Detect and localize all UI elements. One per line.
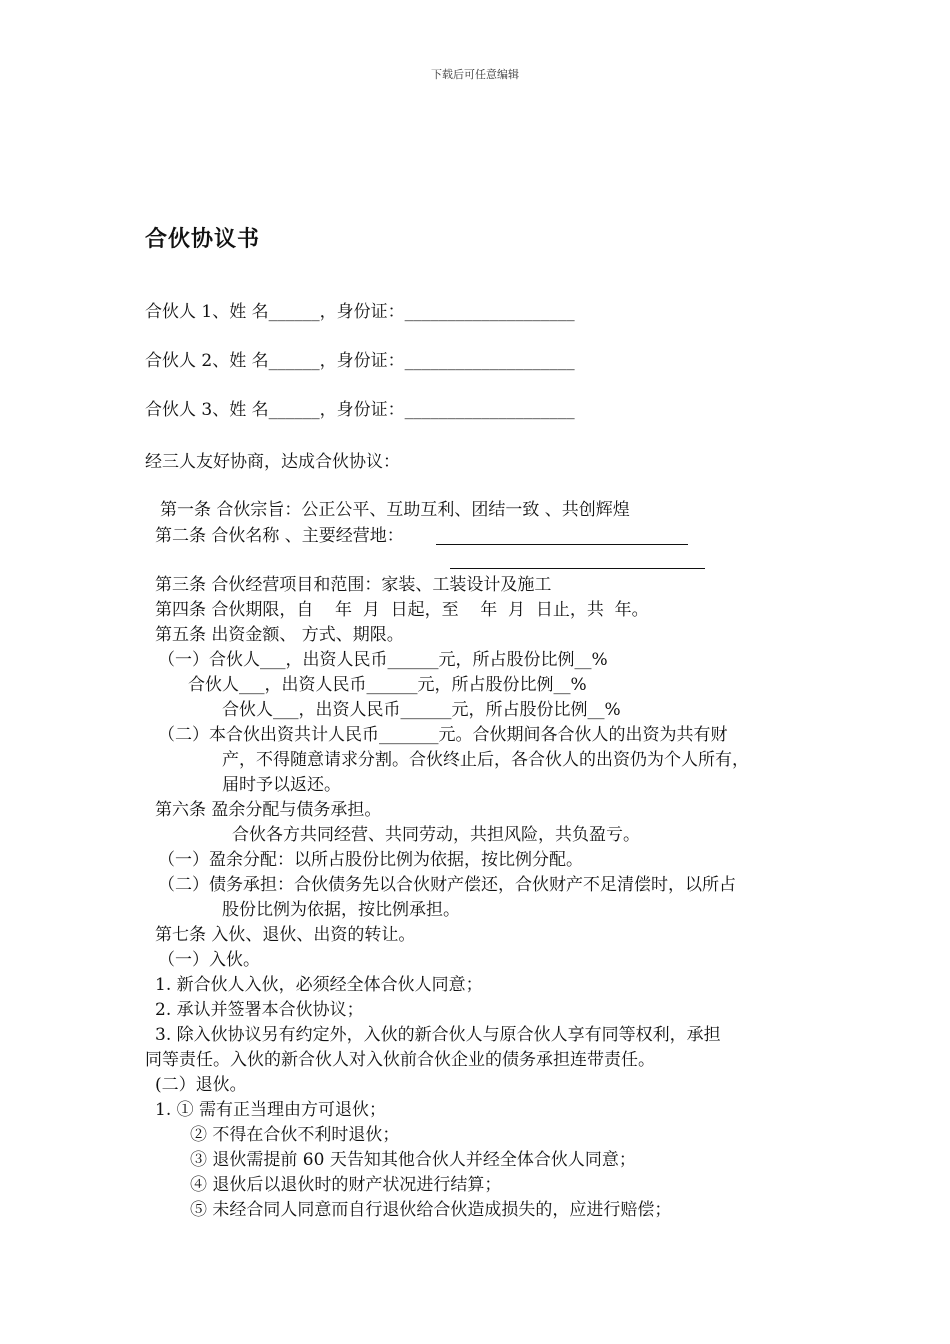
address-blank-2: [450, 546, 705, 569]
article-6: 第六条 盈余分配与债务承担。: [155, 800, 382, 820]
joining-heading: （一）入伙。: [158, 950, 260, 970]
article-4: 第四条 合伙期限，自 年 月 日起，至 年 月 日止，共 年。: [155, 600, 649, 620]
joining-item-2: 2. 承认并签署本合伙协议；: [155, 1000, 364, 1020]
withdrawal-item-2: ② 不得在合伙不利时退伙；: [190, 1125, 400, 1145]
partner-line-2: 合伙人 2、姓 名______，身份证：____________________: [145, 351, 575, 371]
article-6-desc: 合伙各方共同经营、共同劳动，共担风险，共负盈亏。: [232, 825, 640, 845]
article-7: 第七条 入伙、退伙、出资的转让。: [155, 925, 416, 945]
article-1: 第一条 合伙宗旨：公正公平、互助互利、团结一致 、共创辉煌: [160, 500, 630, 520]
withdrawal-item-5: ⑤ 未经合同人同意而自行退伙给合伙造成损失的，应进行赔偿；: [190, 1200, 672, 1220]
document-title: 合伙协议书: [145, 227, 261, 252]
contribution-total-3: 届时予以返还。: [222, 775, 341, 795]
withdrawal-heading: (二）退伙。: [155, 1075, 247, 1095]
profit-distribution: （一）盈余分配：以所占股份比例为依据，按比例分配。: [158, 850, 583, 870]
withdrawal-item-3: ③ 退伙需提前 60 天告知其他合伙人并经全体合伙人同意；: [190, 1150, 636, 1170]
withdrawal-item-1: 1. ① 需有正当理由方可退伙；: [155, 1100, 387, 1120]
contribution-total-2: 产，不得随意请求分割。合伙终止后，各合伙人的出资仍为个人所有，: [222, 750, 749, 770]
partner-line-3: 合伙人 3、姓 名______，身份证：____________________: [145, 400, 575, 420]
joining-item-3a: 3. 除入伙协议另有约定外，入伙的新合伙人与原合伙人享有同等权利，承担: [155, 1025, 721, 1045]
address-blank-1: [436, 522, 688, 545]
article-5: 第五条 出资金额、 方式、期限。: [155, 625, 404, 645]
contribution-line-2: 合伙人___，出资人民币______元，所占股份比例__%: [188, 675, 587, 695]
joining-item-1: 1. 新合伙人入伙，必须经全体合伙人同意；: [155, 975, 483, 995]
joining-item-3b: 同等责任。入伙的新合伙人对入伙前合伙企业的债务承担连带责任。: [145, 1050, 655, 1070]
contribution-line-1: （一）合伙人___，出资人民币______元，所占股份比例__%: [158, 650, 608, 670]
debt-bearing-2: 股份比例为依据，按比例承担。: [222, 900, 460, 920]
article-2: 第二条 合伙名称 、主要经营地：: [155, 526, 404, 546]
intro-line: 经三人友好协商，达成合伙协议：: [145, 452, 400, 472]
contribution-line-3: 合伙人___，出资人民币______元，所占股份比例__%: [222, 700, 621, 720]
withdrawal-item-4: ④ 退伙后以退伙时的财产状况进行结算；: [190, 1175, 502, 1195]
debt-bearing-1: （二）债务承担：合伙债务先以合伙财产偿还，合伙财产不足清偿时，以所占: [158, 875, 736, 895]
partner-line-1: 合伙人 1、姓 名______，身份证：____________________: [145, 302, 575, 322]
page-header: 下载后可任意编辑: [431, 68, 519, 81]
article-3: 第三条 合伙经营项目和范围：家装、工装设计及施工: [155, 575, 552, 595]
contribution-total-1: （二）本合伙出资共计人民币_______元。合伙期间各合伙人的出资为共有财: [158, 725, 728, 745]
